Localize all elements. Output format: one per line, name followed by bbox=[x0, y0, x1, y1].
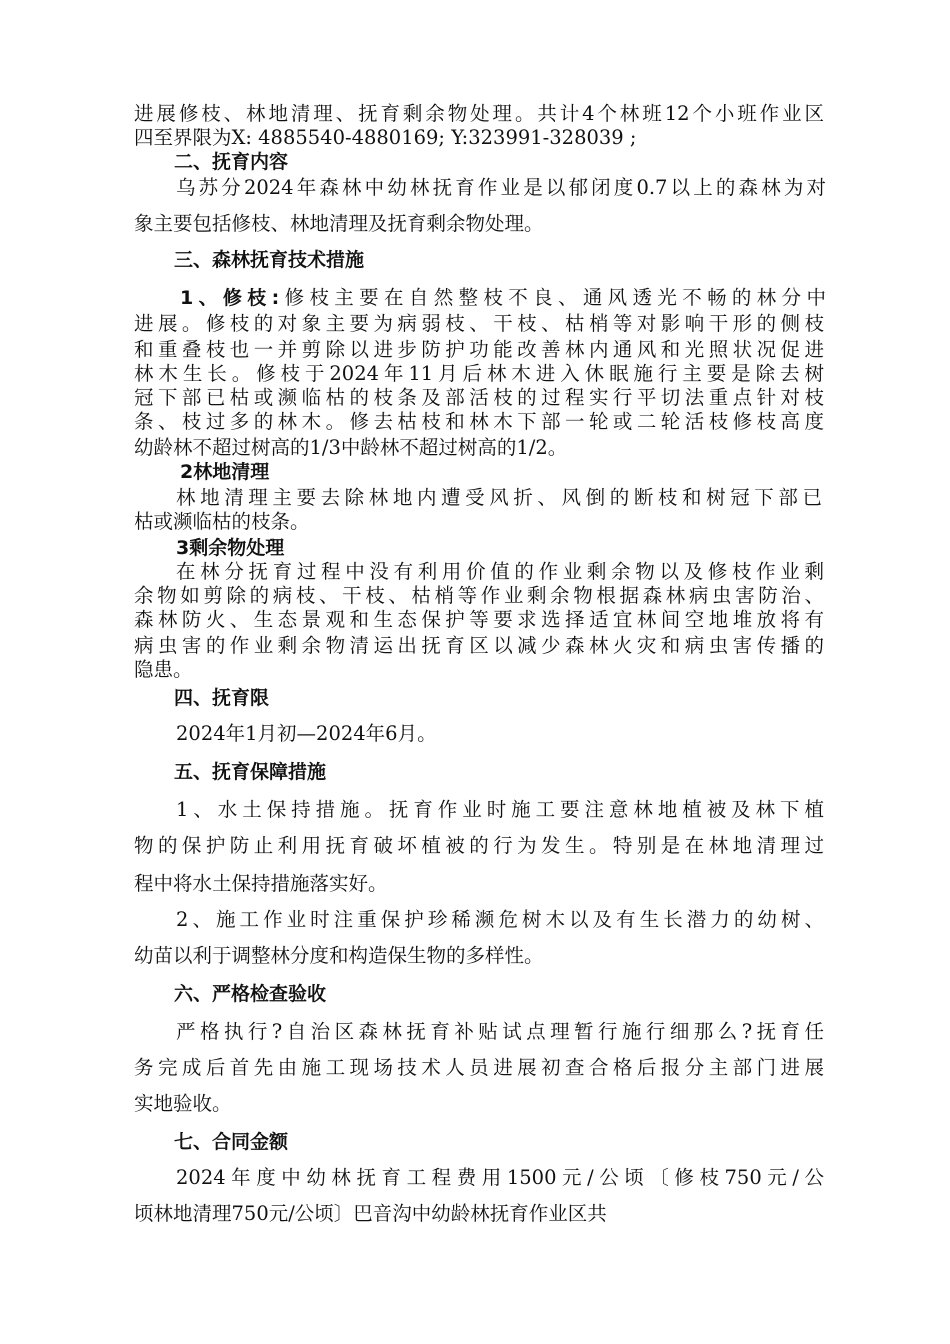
soil-measure-line-1: 1、水土保持措施。抚育作业时施工要注意林地植被及林下植 bbox=[176, 798, 824, 821]
section-5-heading: 五、抚育保障措施 bbox=[174, 761, 327, 783]
residue-line-5: 隐患。 bbox=[134, 658, 193, 681]
inspection-line-3: 实地验收。 bbox=[134, 1092, 232, 1115]
soil-measure-line-3: 程中将水土保持措施落实好。 bbox=[134, 872, 388, 895]
intro-line-2: 四至界限为X: 4885540-4880169; Y:323991-328039 ; bbox=[134, 126, 637, 149]
clearing-heading: 2林地清理 bbox=[180, 461, 270, 483]
section-4-line-1: 2024年1月初—2024年6月。 bbox=[176, 722, 437, 745]
pruning-line-4: 林木生长。修枝于2024年11月后林木进入休眠施行主要是除去树 bbox=[134, 362, 824, 385]
residue-line-4: 病虫害的作业剩余物清运出抚育区以减少森林火灾和病虫害传播的 bbox=[134, 634, 824, 657]
inspection-line-1: 严格执行?自治区森林抚育补贴试点理暂行施行细那么?抚育任 bbox=[176, 1020, 824, 1043]
section-2-line-1: 乌苏分2024年森林中幼林抚育作业是以郁闭度0.7以上的森林为对 bbox=[176, 176, 826, 199]
pruning-paragraph-line-1 bbox=[180, 284, 826, 312]
pruning-label: 1、修枝: bbox=[180, 287, 280, 309]
section-3-heading: 三、森林抚育技术措施 bbox=[174, 249, 365, 271]
pruning-line-5: 冠下部已枯或濒临枯的枝条及部活枝的过程实行平切法重点针对枝 bbox=[134, 386, 824, 409]
pruning-line-2: 进展。修枝的对象主要为病弱枝、干枝、枯梢等对影响干形的侧枝 bbox=[134, 312, 824, 335]
inspection-line-2: 务完成后首先由施工现场技术人员进展初查合格后报分主部门进展 bbox=[134, 1056, 824, 1079]
residue-line-3: 森林防火、生态景观和生态保护等要求选择适宜林间空地堆放将有 bbox=[134, 608, 824, 631]
contract-line-1: 2024年度中幼林抚育工程费用1500元/公顷〔修枝750元/公 bbox=[176, 1166, 824, 1189]
residue-heading: 3剩余物处理 bbox=[176, 537, 285, 559]
protection-line-2: 幼苗以利于调整林分度和构造保生物的多样性。 bbox=[134, 944, 544, 967]
section-4-heading: 四、抚育限 bbox=[174, 687, 270, 709]
residue-line-2: 余物如剪除的病枝、干枝、枯梢等作业剩余物根据森林病虫害防治、 bbox=[134, 584, 824, 607]
contract-line-2: 顷林地清理750元/公顷〕巴音沟中幼龄林抚育作业区共 bbox=[134, 1202, 607, 1225]
pruning-line-3: 和重叠枝也一并剪除以进步防护功能改善林内通风和光照状况促进 bbox=[134, 338, 824, 361]
clearing-line-2: 枯或濒临枯的枝条。 bbox=[134, 510, 310, 533]
section-2-heading: 二、抚育内容 bbox=[174, 151, 289, 173]
protection-line-1: 2、施工作业时注重保护珍稀濒危树木以及有生长潜力的幼树、 bbox=[176, 908, 824, 931]
section-6-heading: 六、严格检查验收 bbox=[174, 983, 327, 1005]
intro-line-1: 进展修枝、林地清理、抚育剩余物处理。共计4个林班12个小班作业区 bbox=[134, 102, 824, 125]
section-2-line-2: 象主要包括修枝、林地清理及抚育剩余物处理。 bbox=[134, 212, 544, 235]
pruning-line-7: 幼龄林不超过树高的1/3中龄林不超过树高的1/2。 bbox=[134, 436, 568, 459]
residue-line-1: 在林分抚育过程中没有利用价值的作业剩余物以及修枝作业剩 bbox=[176, 560, 824, 583]
section-7-heading: 七、合同金额 bbox=[174, 1131, 289, 1153]
soil-measure-line-2: 物的保护防止利用抚育破坏植被的行为发生。特别是在林地清理过 bbox=[134, 834, 824, 857]
clearing-line-1: 林地清理主要去除林地内遭受风折、风倒的断枝和树冠下部已 bbox=[176, 486, 822, 509]
pruning-line-6: 条、枝过多的林木。修去枯枝和林木下部一轮或二轮活枝修枝高度 bbox=[134, 410, 824, 433]
pruning-text-1: 修枝主要在自然整枝不良、通风透光不畅的林分中 bbox=[279, 286, 826, 309]
